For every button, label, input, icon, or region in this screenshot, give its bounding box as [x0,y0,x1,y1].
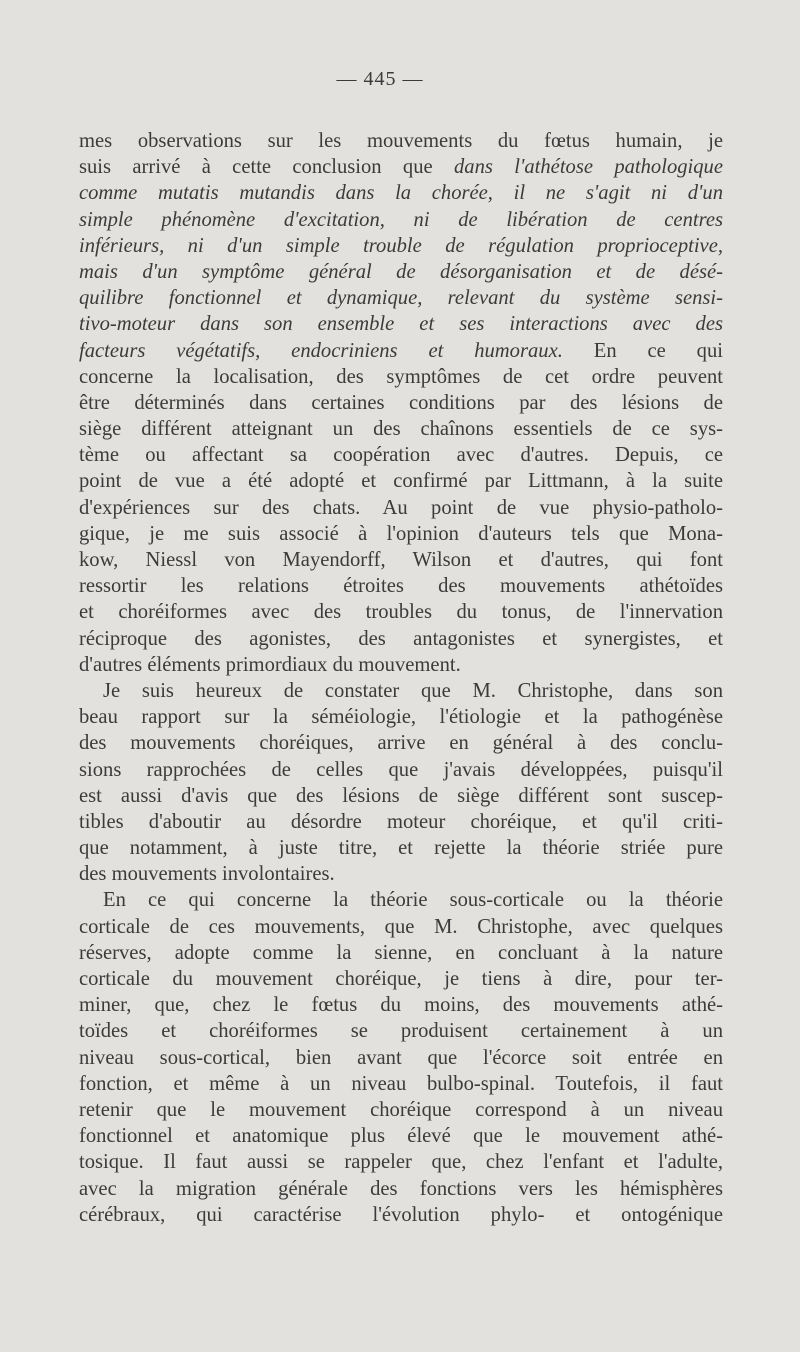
text-line [79,887,723,913]
text-line [79,207,723,233]
roman-text: mes observations sur les mouvements du fœtus humain, je [79,130,723,152]
text-line [79,652,723,678]
text-line [79,757,723,783]
text-line [79,1018,723,1044]
roman-text: point de vue a été adopté et confirmé par Littmann, à la suite [79,470,723,493]
text-line [79,259,723,285]
text-line [79,966,723,992]
roman-text: que notamment, à juste titre, et rejette la théorie striée pure [79,837,723,860]
roman-text: tosique. Il faut aussi se rappeler que, chez l'enfant et l'adulte, [79,1151,723,1174]
italic-text: dans l'athétose pathologique [454,156,723,179]
text-line [79,704,723,730]
roman-text: réserves, adopte comme la sienne, en concluant à la nature [79,941,723,964]
roman-text: fonctionnel et anatomique plus élevé que le mouvement athé- [79,1125,723,1148]
roman-text: En ce qui [562,339,723,362]
roman-text: Je suis heureux de constater que M. Christophe, dans son [103,679,723,702]
text-line [79,311,723,337]
text-line [79,180,723,206]
italic-text: mais d'un symptôme général de désorganisation et de désé- [79,260,723,283]
roman-text: concerne la localisation, des symptômes de cet ordre peuvent [79,365,723,388]
text-line [79,233,723,259]
roman-text: et choréiformes avec des troubles du tonus, de l'innervation [79,601,723,624]
text-line [79,730,723,756]
italic-text: facteurs végétatifs, endocriniens et humoraux. [79,339,563,362]
roman-text: siège différent atteignant un des chaînons essentiels de ce sys- [79,418,723,441]
roman-text: gique, je me suis associé à l'opinion d'auteurs tels que Mona- [79,522,723,545]
roman-text: kow, Niessl von Mayendorff, Wilson et d'autres, qui font [79,549,723,571]
text-line [79,1097,723,1123]
text-line [79,861,723,887]
roman-text: d'expériences sur des chats. Au point de vue physio-patholo- [79,496,723,519]
roman-text: être déterminés dans certaines conditions par des lésions de [79,391,723,414]
roman-text: corticale de ces mouvements, que M. Christophe, avec quelques [79,915,723,938]
text-line [79,495,723,521]
italic-text: tivo-moteur dans son ensemble et ses interactions avec des [79,313,723,336]
text-line [79,809,723,835]
text-line [79,285,723,311]
text-line [79,154,723,180]
italic-text: inférieurs, ni d'un simple trouble de régulation proprioceptive, [79,234,723,257]
text-line [79,1149,723,1175]
roman-text: avec la migration générale des fonctions vers les hémisphères [79,1177,723,1200]
text-line [79,1123,723,1149]
roman-text: est aussi d'avis que des lésions de siège différent sont suscep- [79,784,723,807]
roman-text: ressortir les relations étroites des mouvements athétoïdes [79,575,723,598]
roman-text: fonction, et même à un niveau bulbo-spinal. Toutefois, il faut [79,1072,723,1095]
roman-text: corticale du mouvement choréique, je tiens à dire, pour ter- [79,968,723,990]
roman-text: suis arrivé à cette conclusion que [79,156,454,179]
text-line [79,128,723,154]
text-line [79,914,723,940]
italic-text: simple phénomène d'excitation, ni de libération de centres [79,208,723,231]
roman-text: des mouvements choréiques, arrive en général à des conclu- [79,732,723,755]
text-line [79,599,723,625]
roman-text: des mouvements involontaires. [79,863,335,886]
text-line [79,1045,723,1071]
text-line [79,547,723,573]
roman-text: cérébraux, qui caractérise l'évolution phylo- et ontogénique [79,1203,723,1226]
text-line [79,940,723,966]
roman-text: beau rapport sur la séméiologie, l'étiologie et la pathogénèse [79,706,723,729]
text-line [79,1071,723,1097]
text-line [79,338,723,364]
text-line [79,573,723,599]
body-text [79,128,723,1228]
roman-text: d'autres éléments primordiaux du mouvement. [79,653,461,676]
roman-text: toïdes et choréiformes se produisent certainement à un [79,1020,723,1043]
text-line [79,364,723,390]
text-line [79,390,723,416]
text-line [79,1202,723,1228]
roman-text: miner, que, chez le fœtus du moins, des mouvements athé- [79,994,723,1017]
roman-text: réciproque des agonistes, des antagonistes et synergistes, et [79,627,723,650]
page-number: — 445 — [336,68,424,90]
text-line [79,783,723,809]
text-line [79,468,723,494]
roman-text: En ce qui concerne la théorie sous-corticale ou la théorie [103,889,723,912]
roman-text: retenir que le mouvement choréique correspond à un niveau [79,1098,723,1121]
text-line [79,1176,723,1202]
italic-text: quilibre fonctionnel et dynamique, relevant du système sensi- [79,287,723,310]
italic-text: comme mutatis mutandis dans la chorée, il ne s'agit ni d'un [79,182,723,205]
text-line [79,678,723,704]
roman-text: niveau sous-cortical, bien avant que l'écorce soit entrée en [79,1046,723,1069]
text-line [79,626,723,652]
text-line [79,521,723,547]
text-line [79,835,723,861]
text-line [79,416,723,442]
text-line [79,992,723,1018]
roman-text: tibles d'aboutir au désordre moteur choréique, et qu'il criti- [79,810,723,833]
text-line [79,442,723,468]
roman-text: sions rapprochées de celles que j'avais développées, puisqu'il [79,758,723,781]
roman-text: tème ou affectant sa coopération avec d'autres. Depuis, ce [79,444,723,467]
